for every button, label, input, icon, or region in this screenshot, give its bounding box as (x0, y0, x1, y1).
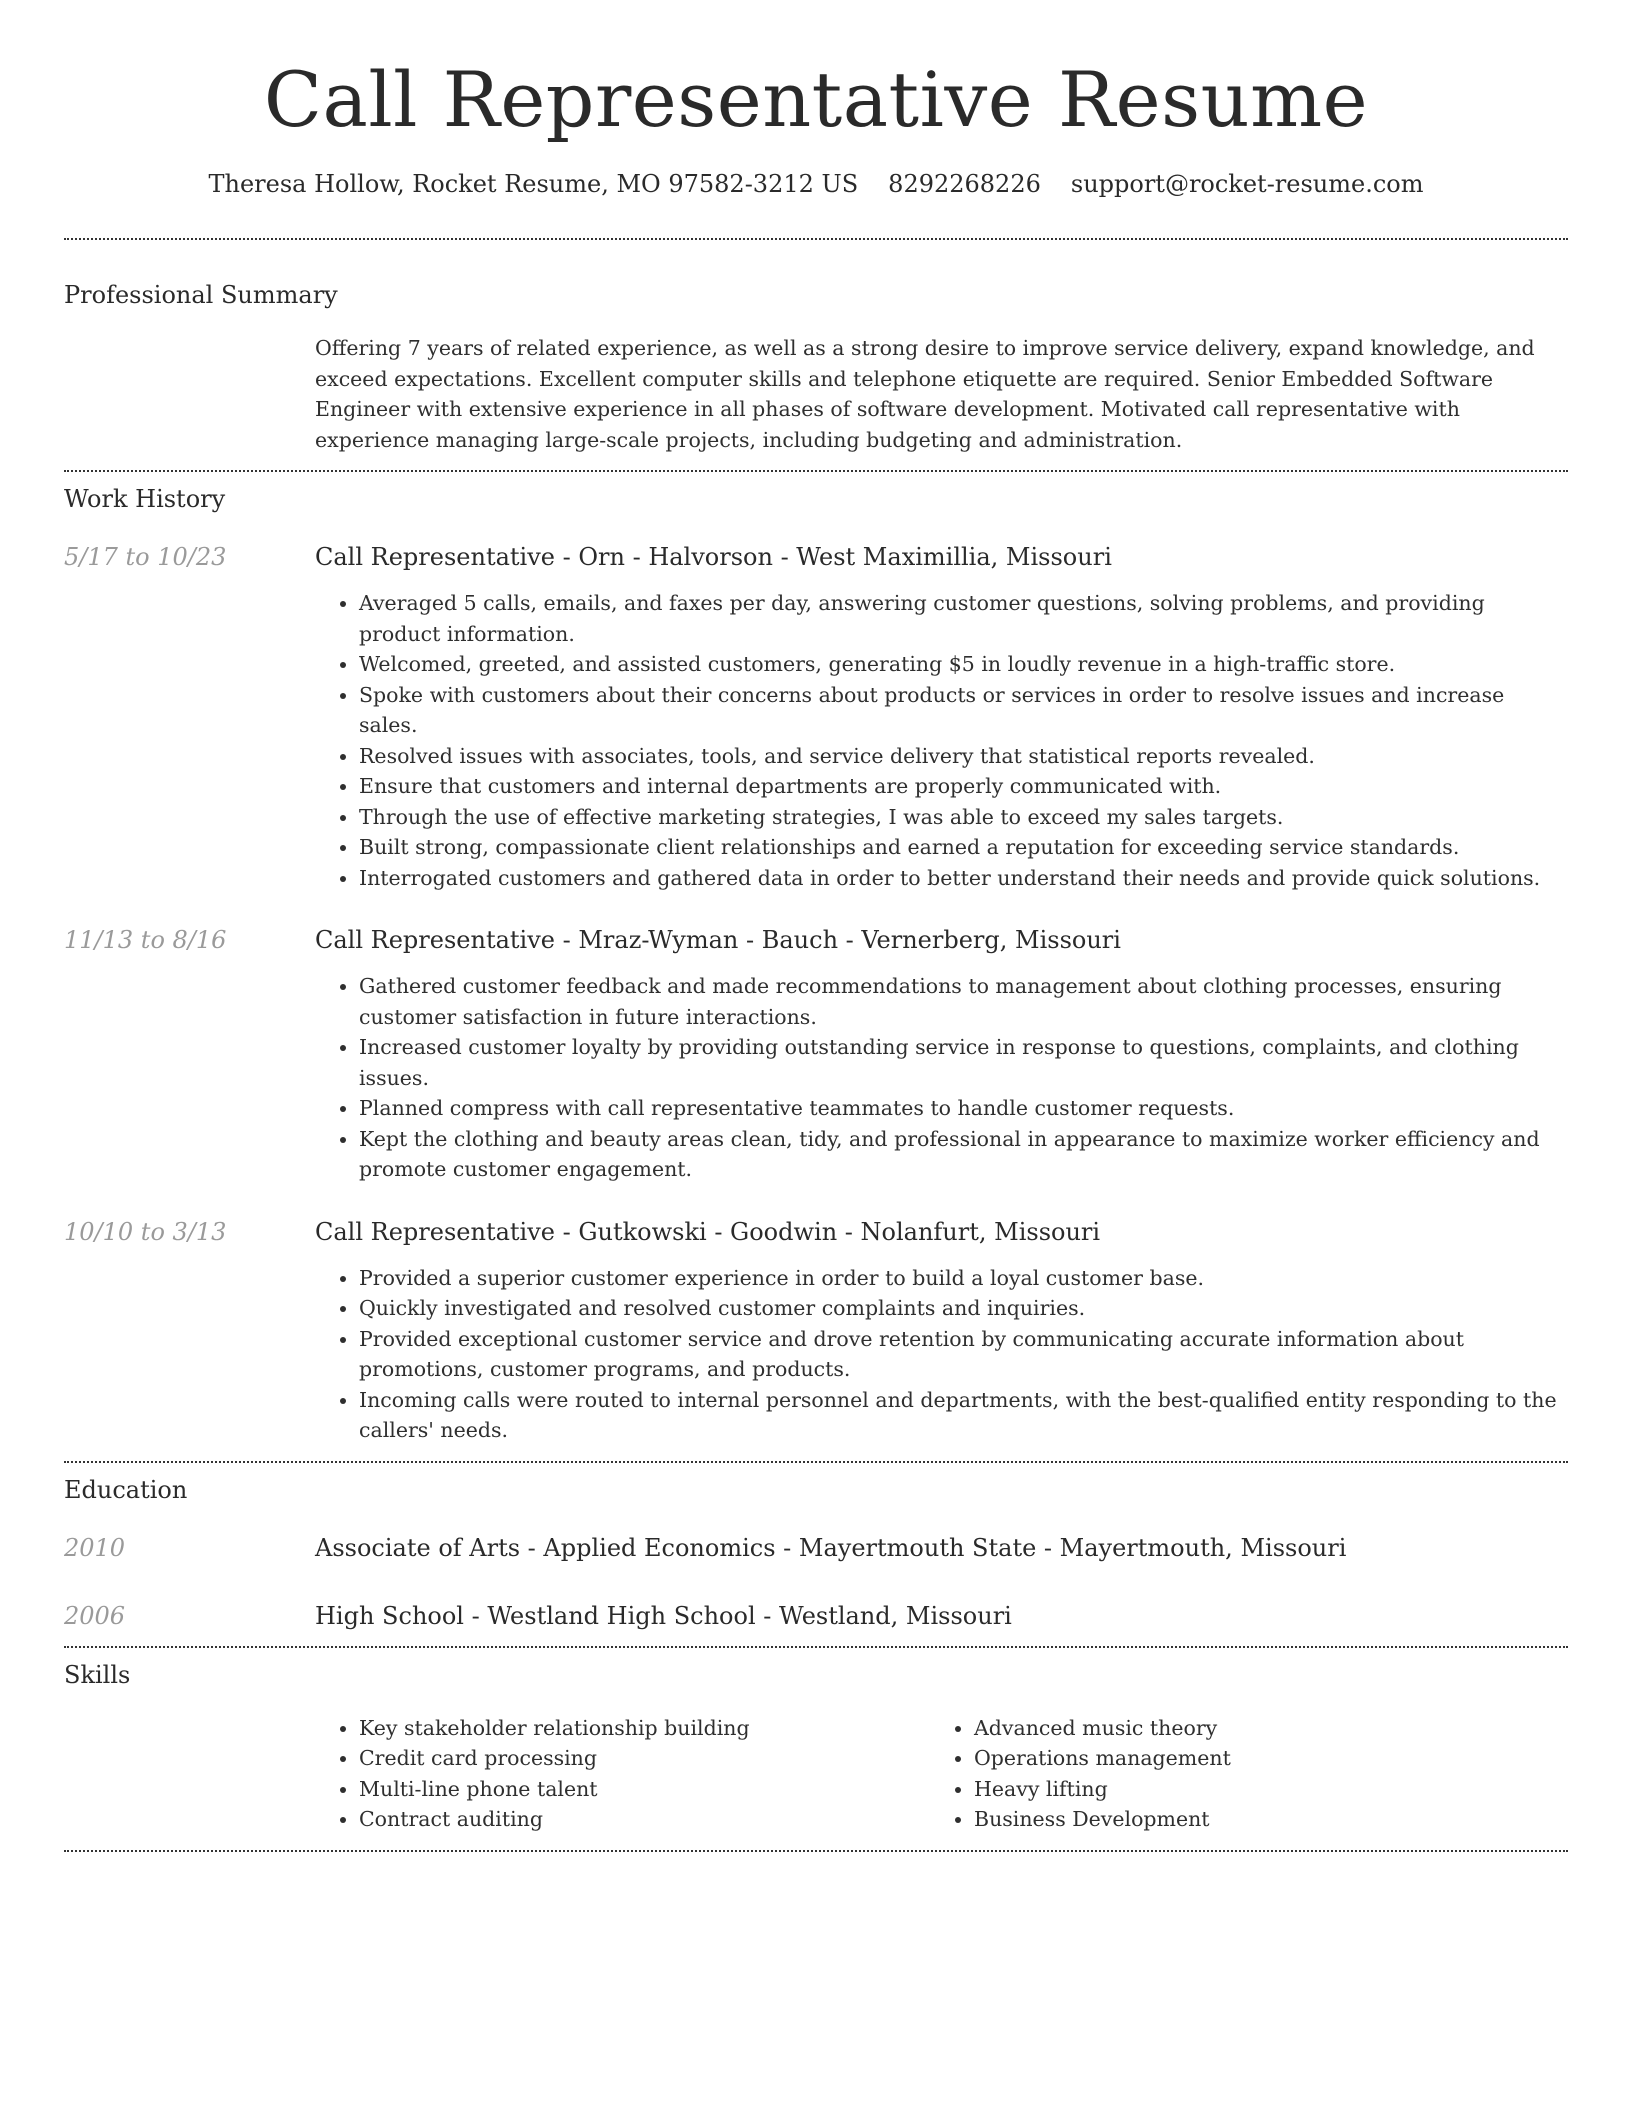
skills-list-left (315, 1713, 930, 1835)
education-section (64, 1463, 1568, 1632)
job-bullet: • Interrogated customers and gathered data in order to better understand their needs and provide quick solutions. (359, 863, 1568, 894)
job-bullets (315, 971, 1568, 1185)
education-entry (64, 1600, 1568, 1632)
job-bullet: • Incoming calls were routed to internal personnel and departments, with the best-qualified entity responding to the callers' needs. (359, 1385, 1568, 1446)
job-bullet: • Gathered customer feedback and made recommendations to management about clothing processes, ensuring customer satisfaction in future interactions. (359, 971, 1568, 1032)
job-bullet: • Quickly investigated and resolved customer complaints and inquiries. (359, 1293, 1568, 1324)
job-dates: 11/13 to 8/16 (64, 926, 227, 954)
divider (64, 1850, 1568, 1852)
skills-section (64, 1648, 1568, 1835)
job-title: Call Representative - Orn - Halvorson - West Maximillia, Missouri (315, 543, 1112, 571)
education-year: 2010 (64, 1533, 126, 1562)
job-title: Call Representative - Gutkowski - Goodwin - Nolanfurt, Missouri (315, 1217, 1101, 1246)
job-bullets (315, 588, 1568, 893)
job-bullet: • Spoke with customers about their concerns about products or services in order to resolve issues and increase sales. (359, 680, 1568, 741)
contact-address: Theresa Hollow, Rocket Resume, MO 97582-3212 US (208, 170, 859, 198)
contact-line (64, 168, 1568, 200)
resume-page (64, 0, 1568, 1852)
job-bullet: • Welcomed, greeted, and assisted customers, generating $5 in loudly revenue in a high-traffic store. (359, 649, 1568, 680)
education-entry (64, 1532, 1568, 1564)
job-title: Call Representative - Mraz-Wyman - Bauch - Vernerberg, Missouri (315, 926, 1121, 954)
job-entry (64, 541, 1568, 893)
work-history-section (64, 472, 1568, 1446)
skill-item: • Key stakeholder relationship building (359, 1713, 930, 1744)
skill-item: • Credit card processing (359, 1743, 930, 1774)
skill-item: • Contract auditing (359, 1804, 930, 1835)
job-bullet: • Provided a superior customer experience in order to build a loyal customer base. (359, 1263, 1568, 1294)
job-entry (64, 1216, 1568, 1446)
job-bullets (315, 1263, 1568, 1446)
education-detail: High School - Westland High School - Westland, Missouri (315, 1601, 1012, 1630)
job-bullet: • Provided exceptional customer service and drove retention by communicating accurate information about promotions, customer programs, and products. (359, 1324, 1568, 1385)
section-heading-education: Education (64, 1475, 188, 1504)
job-bullet: • Planned compress with call representative teammates to handle customer requests. (359, 1093, 1568, 1124)
education-detail: Associate of Arts - Applied Economics - Mayertmouth State - Mayertmouth, Missouri (315, 1533, 1347, 1562)
resume-title: Call Representative Resume (263, 55, 1369, 144)
job-bullet: • Through the use of effective marketing strategies, I was able to exceed my sales targets. (359, 802, 1568, 833)
contact-email: support@rocket-resume.com (1070, 170, 1424, 198)
contact-phone: 8292268226 (888, 170, 1041, 198)
skill-item: • Heavy lifting (974, 1774, 1545, 1805)
section-heading-work-history: Work History (64, 485, 226, 513)
summary-text: Offering 7 years of related experience, as well as a strong desire to improve service delivery, expand knowledge, and exceed expectations. Excellent computer skills and telephone etiquette are required. Senior Embedded Software Engineer with extensive experience in all phases of software development. Motivated call representative with experience managing large-scale projects, including budgeting and administration. (315, 336, 1535, 452)
summary-section (64, 240, 1568, 455)
job-bullet: • Increased customer loyalty by providing outstanding service in response to questions, complaints, and clothing issues. (359, 1032, 1568, 1093)
skill-item: • Advanced music theory (974, 1713, 1545, 1744)
job-dates: 10/10 to 3/13 (64, 1217, 227, 1246)
skills-list-right (930, 1713, 1545, 1835)
skill-item: • Operations management (974, 1743, 1545, 1774)
job-bullet: • Ensure that customers and internal departments are properly communicated with. (359, 771, 1568, 802)
job-bullet: • Kept the clothing and beauty areas clean, tidy, and professional in appearance to maximize worker efficiency and promote customer engagement. (359, 1124, 1568, 1185)
education-year: 2006 (64, 1601, 126, 1630)
section-heading-skills: Skills (64, 1660, 131, 1689)
job-bullet: • Resolved issues with associates, tools, and service delivery that statistical reports revealed. (359, 741, 1568, 772)
job-bullet: • Built strong, compassionate client relationships and earned a reputation for exceeding service standards. (359, 832, 1568, 863)
section-heading-summary: Professional Summary (64, 281, 338, 309)
skill-item: • Business Development (974, 1804, 1545, 1835)
job-entry (64, 924, 1568, 1185)
skill-item: • Multi-line phone talent (359, 1774, 930, 1805)
job-bullet: • Averaged 5 calls, emails, and faxes per day, answering customer questions, solving problems, and providing product information. (359, 588, 1568, 649)
job-dates: 5/17 to 10/23 (64, 543, 227, 571)
